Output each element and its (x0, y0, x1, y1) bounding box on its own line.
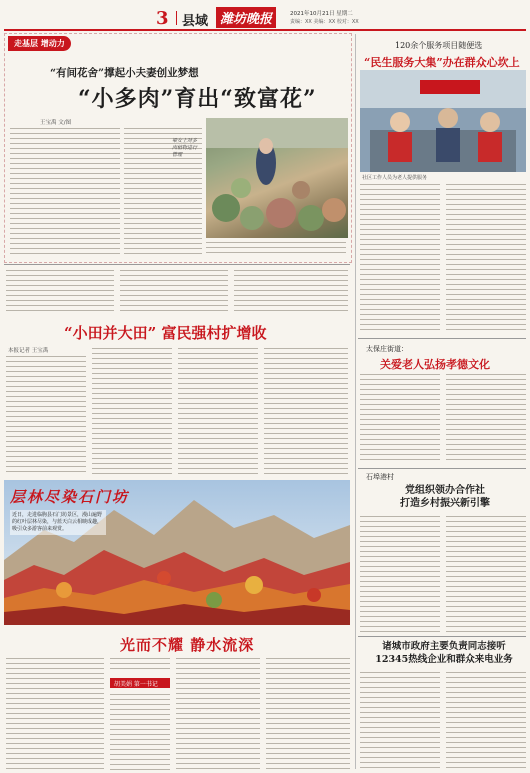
masthead-rule (4, 29, 526, 31)
page-number: 3 (156, 8, 169, 29)
article3-body-col5 (266, 656, 350, 770)
article2-body-col7 (264, 346, 348, 476)
masthead-divider (176, 11, 177, 25)
section-name: 县域 (182, 14, 209, 29)
photo-caption (172, 138, 200, 159)
issue-date: 2021年10月21日 星期二 (290, 11, 353, 17)
banner-caption-text: 近日，走进临朐县石门坊景区，漫山遍野的红叶层林尽染，与蓝天白云相映成趣，吸引众多游客前来观赏。 (12, 512, 103, 532)
article2-body-col5 (92, 346, 172, 476)
photo-caption-text: 梁女士对多肉植物进行管理 (172, 138, 198, 158)
succulent-illustration (206, 118, 348, 238)
article-body-col1 (10, 126, 120, 256)
article2-byline: 本报记者 王宝禹 (8, 348, 49, 354)
article3-body-col2 (110, 656, 170, 672)
right-article4-headline: 诸城市政府主要负责同志接听 12345热线企业和群众来电业务 (375, 641, 513, 665)
banner-title: 层林尽染石门坊 (10, 488, 130, 506)
service-photo-caption: 社区工作人员为老人提供服务 (362, 175, 428, 181)
service-photo (360, 70, 526, 172)
paper-logo: 潍坊晚报 (216, 7, 276, 28)
article3-body-col1 (6, 656, 104, 770)
article2-body-col3 (234, 268, 348, 314)
article-headline: “小多肉”育出“致富花” (78, 86, 317, 112)
right-rule-3 (358, 636, 526, 637)
article3-subheading (110, 678, 170, 688)
right-article1-kicker: 120余个服务项目随便选 (395, 41, 483, 50)
right-article2-kicker: 太保庄街道： (366, 345, 408, 353)
right-rule-2 (358, 468, 526, 469)
article-byline: 王宝禹 文/图 (40, 120, 72, 126)
right-article1-col1 (360, 182, 440, 332)
right-article3-kicker: 石埠港村 (366, 473, 394, 481)
editor-line: 责编：XX 美编：XX 校对：XX (290, 19, 359, 25)
section-rule (4, 264, 350, 265)
article3-headline: 光而不耀 静水流深 (120, 636, 255, 654)
column-tag: 走基层 增动力 (8, 36, 71, 51)
service-illustration (360, 70, 526, 172)
article2-body-col4 (6, 354, 86, 476)
right-article1-headline: “民生服务大集”办在群众心坎上 (364, 56, 520, 69)
article3-body-col4 (176, 656, 260, 770)
article3-subheading-text: 胡美娟 第一书记 (114, 681, 158, 688)
column-divider (355, 34, 356, 769)
right-article4-col1 (360, 670, 440, 770)
right-article4-col2 (446, 670, 526, 770)
right-article3-col2 (446, 514, 526, 632)
article-kicker: “有间花舍”撑起小夫妻创业梦想 (50, 67, 199, 79)
article2-body-col2 (120, 268, 228, 314)
right-article3-headline: 党组织领办合作社 打造乡村振兴新引擎 (400, 485, 490, 509)
right-article2-col1 (360, 372, 440, 464)
right-article2-headline: 关爱老人弘扬孝德文化 (380, 358, 490, 371)
article2-body-col6 (178, 346, 258, 476)
right-article2-col2 (446, 372, 526, 464)
right-article3-col1 (360, 514, 440, 632)
article3-body-col3 (110, 692, 170, 770)
succulent-photo (206, 118, 348, 238)
article2-headline: “小田并大田” 富民强村扩增收 (64, 324, 267, 342)
right-article1-col2 (446, 182, 526, 332)
article2-body-col1 (6, 268, 114, 314)
banner-caption (10, 510, 106, 535)
article-body-col3 (206, 240, 346, 256)
right-rule-1 (358, 338, 526, 339)
